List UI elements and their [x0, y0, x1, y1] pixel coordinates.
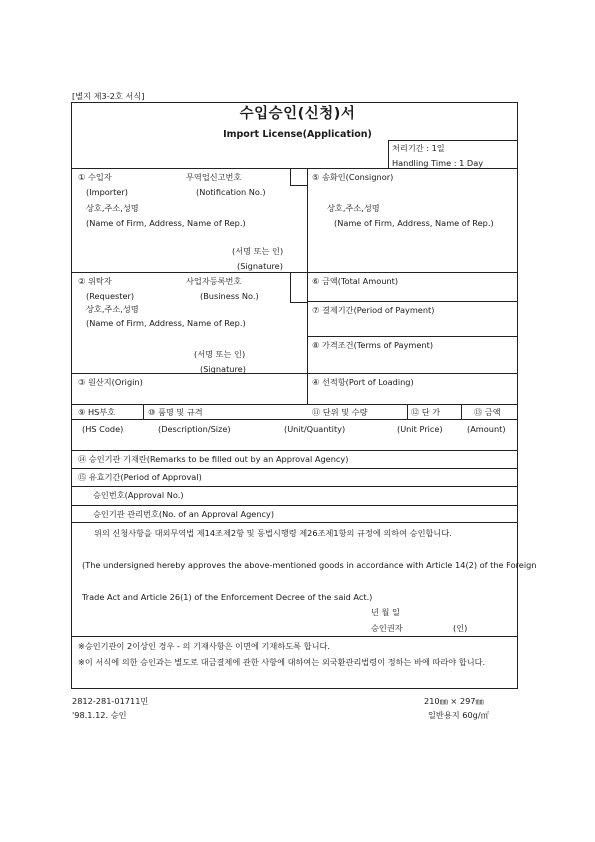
consignor-firm-label-en: (Name of Firm, Address, Name of Rep.) [334, 218, 494, 228]
form-title: 수입승인(신청)서 [239, 106, 356, 122]
processing-time-ko: 처리기간 : 1일 [392, 143, 445, 153]
importer-signature-label: (서명 또는 인) [232, 246, 284, 256]
origin-label: ③ 원산지(Origin) [78, 377, 143, 387]
approval-authority-label: 승인권자 [371, 623, 403, 633]
unit-price-label: ⑫ 단 가 [411, 407, 441, 417]
requester-signature-label-en: (Signature) [200, 364, 246, 374]
amount-label-en: (Amount) [467, 424, 506, 434]
approval-date-footer: '98.1.12. 승인 [72, 710, 127, 720]
unit-quantity-label-en: (Unit/Quantity) [284, 424, 346, 434]
unit-quantity-label: ⑪ 단위 및 수량 [312, 407, 368, 417]
period-of-approval-label: ⑮ 유효기간(Period of Approval) [78, 472, 202, 482]
business-no-label-en: (Business No.) [200, 291, 259, 301]
port-of-loading-label: ④ 선적항(Port of Loading) [312, 377, 414, 387]
terms-of-payment-label: ⑧ 가격조건(Terms of Payment) [312, 340, 434, 350]
requester-firm-label-en: (Name of Firm, Address, Name of Rep.) [86, 318, 246, 328]
declaration-en-line2: Trade Act and Article 26(1) of the Enforcement Decree of the said Act.) [82, 592, 373, 602]
approval-no-label: 승인번호(Approval No.) [93, 490, 184, 500]
paper-type: 일반용지 60g/㎡ [428, 710, 489, 720]
note-multiple-agencies: ※승인기관이 2이상인 경우 - 의 기재사항은 이면에 기재하도록 합니다. [78, 641, 330, 651]
total-amount-label: ⑥ 금액(Total Amount) [312, 276, 399, 286]
requester-label: ② 위탁자 [78, 276, 112, 286]
hs-code-label-en: (HS Code) [82, 424, 124, 434]
importer-signature-label-en: (Signature) [237, 261, 283, 271]
form-code: 2812-281-01711민 [72, 696, 149, 706]
seal-label: (인) [453, 623, 468, 633]
importer-firm-label: 상호,주소,성명 [86, 203, 139, 213]
requester-label-en: (Requester) [86, 291, 135, 301]
description-label: ⑩ 품명 및 규격 [148, 407, 203, 417]
approval-date-label: 년 월 일 [371, 607, 400, 617]
importer-firm-label-en: (Name of Firm, Address, Name of Rep.) [86, 218, 246, 228]
hs-code-label: ⑨ HS부호 [78, 407, 116, 417]
requester-firm-label: 상호,주소,성명 [86, 304, 139, 314]
notification-no-label-en: (Notification No.) [196, 187, 266, 197]
processing-time-en: Handling Time : 1 Day [392, 158, 484, 168]
description-label-en: (Description/Size) [158, 424, 231, 434]
form-subtitle: Import License(Application) [223, 129, 372, 140]
business-no-label: 사업자등록번호 [186, 276, 242, 286]
requester-signature-label: (서명 또는 인) [194, 349, 246, 359]
notification-no-label: 무역업신고번호 [186, 172, 242, 182]
note-foreign-exchange: ※이 서식에 의한 승인과는 별도로 대금결제에 관한 사항에 대하여는 외국환관리법령이 정하는 바에 따라야 합니다. [78, 657, 486, 667]
declaration-en-line1: (The undersigned hereby approves the above-mentioned goods in accordance with Article 14(2) of the Foreign [82, 560, 537, 570]
declaration-ko: 위의 신청사항을 대외무역법 제14조제2항 및 동법시행령 제26조제1항의 규정에 의하여 승인합니다. [94, 528, 452, 538]
period-of-payment-label: ⑦ 결제기간(Period of Payment) [312, 305, 435, 315]
paper-size: 210㎜ × 297㎜ [424, 696, 484, 706]
unit-price-label-en: (Unit Price) [397, 424, 443, 434]
approval-agency-no-label: 승인기관 관리번호(No. of an Approval Agency) [93, 509, 275, 519]
importer-label-en: (Importer) [86, 187, 128, 197]
importer-label: ① 수입자 [78, 172, 112, 182]
consignor-firm-label: 상호,주소,성명 [327, 203, 380, 213]
consignor-label: ⑤ 송화인(Consignor) [312, 172, 394, 182]
form-number-label: [별지 제3-2호 서식] [72, 91, 145, 101]
approval-remarks-label: ⑭ 승인기관 기재란(Remarks to be filled out by an Approval Agency) [78, 454, 349, 464]
amount-label: ⑬ 금액 [474, 407, 501, 417]
